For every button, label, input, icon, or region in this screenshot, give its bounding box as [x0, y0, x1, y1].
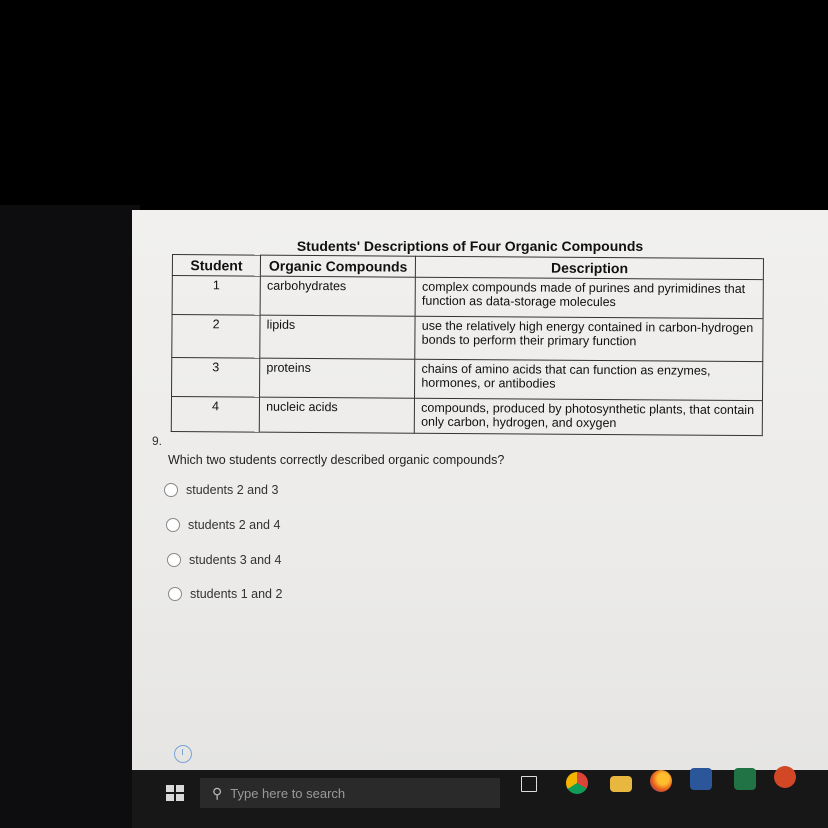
header-student: Student	[172, 255, 260, 277]
compound-name: lipids	[260, 315, 415, 359]
answer-option[interactable]	[164, 483, 278, 497]
chrome-icon[interactable]	[566, 772, 588, 794]
radio-button[interactable]	[166, 518, 180, 532]
question-number: 9.	[152, 434, 163, 448]
monitor-bezel	[0, 205, 140, 828]
compound-name: carbohydrates	[260, 276, 415, 316]
student-number: 1	[172, 276, 260, 316]
timer-icon[interactable]	[174, 745, 192, 763]
powerpoint-icon[interactable]	[774, 766, 796, 788]
table-row	[172, 315, 763, 362]
compounds-table	[171, 254, 764, 436]
student-number: 3	[172, 358, 260, 398]
excel-icon[interactable]	[734, 768, 756, 790]
firefox-icon[interactable]	[650, 770, 672, 792]
option-label: students 3 and 4	[189, 553, 282, 567]
option-label: students 1 and 2	[190, 587, 283, 601]
radio-button[interactable]	[167, 553, 181, 567]
option-label: students 2 and 3	[186, 483, 279, 497]
table-row	[172, 276, 763, 319]
student-number: 2	[172, 315, 260, 359]
student-number: 4	[171, 397, 259, 433]
windows-start-icon[interactable]	[166, 785, 186, 803]
compound-name: nucleic acids	[259, 397, 414, 433]
question-text: Which two students correctly described organic compounds?	[168, 453, 505, 467]
radio-button[interactable]	[168, 587, 182, 601]
table-title: Students' Descriptions of Four Organic Compounds	[296, 238, 644, 254]
compound-description: compounds, produced by photosynthetic plants, that contain only carbon, hydrogen, and oxygen	[415, 398, 763, 435]
search-placeholder: Type here to search	[230, 785, 346, 801]
search-icon: ⚲	[212, 784, 223, 801]
header-description: Description	[416, 256, 764, 279]
taskbar-search-box[interactable]	[200, 778, 500, 808]
table-row	[172, 358, 763, 401]
task-view-icon[interactable]	[521, 776, 537, 792]
compound-name: proteins	[260, 358, 415, 398]
word-icon[interactable]	[690, 768, 712, 790]
compound-description: chains of amino acids that can function as enzymes, hormones, or antibodies	[415, 359, 763, 400]
compound-description: complex compounds made of purines and pyrimidines that function as data-storage molecules	[415, 277, 763, 318]
compound-description: use the relatively high energy contained in carbon-hydrogen bonds to perform their primary function	[415, 316, 763, 361]
table-row	[171, 397, 762, 436]
answer-option[interactable]	[168, 587, 282, 601]
header-compound: Organic Compounds	[261, 255, 416, 277]
answer-option[interactable]	[166, 518, 280, 532]
answer-option[interactable]	[167, 553, 281, 567]
radio-button[interactable]	[164, 483, 178, 497]
option-label: students 2 and 4	[188, 518, 281, 532]
file-explorer-icon[interactable]	[610, 776, 632, 792]
